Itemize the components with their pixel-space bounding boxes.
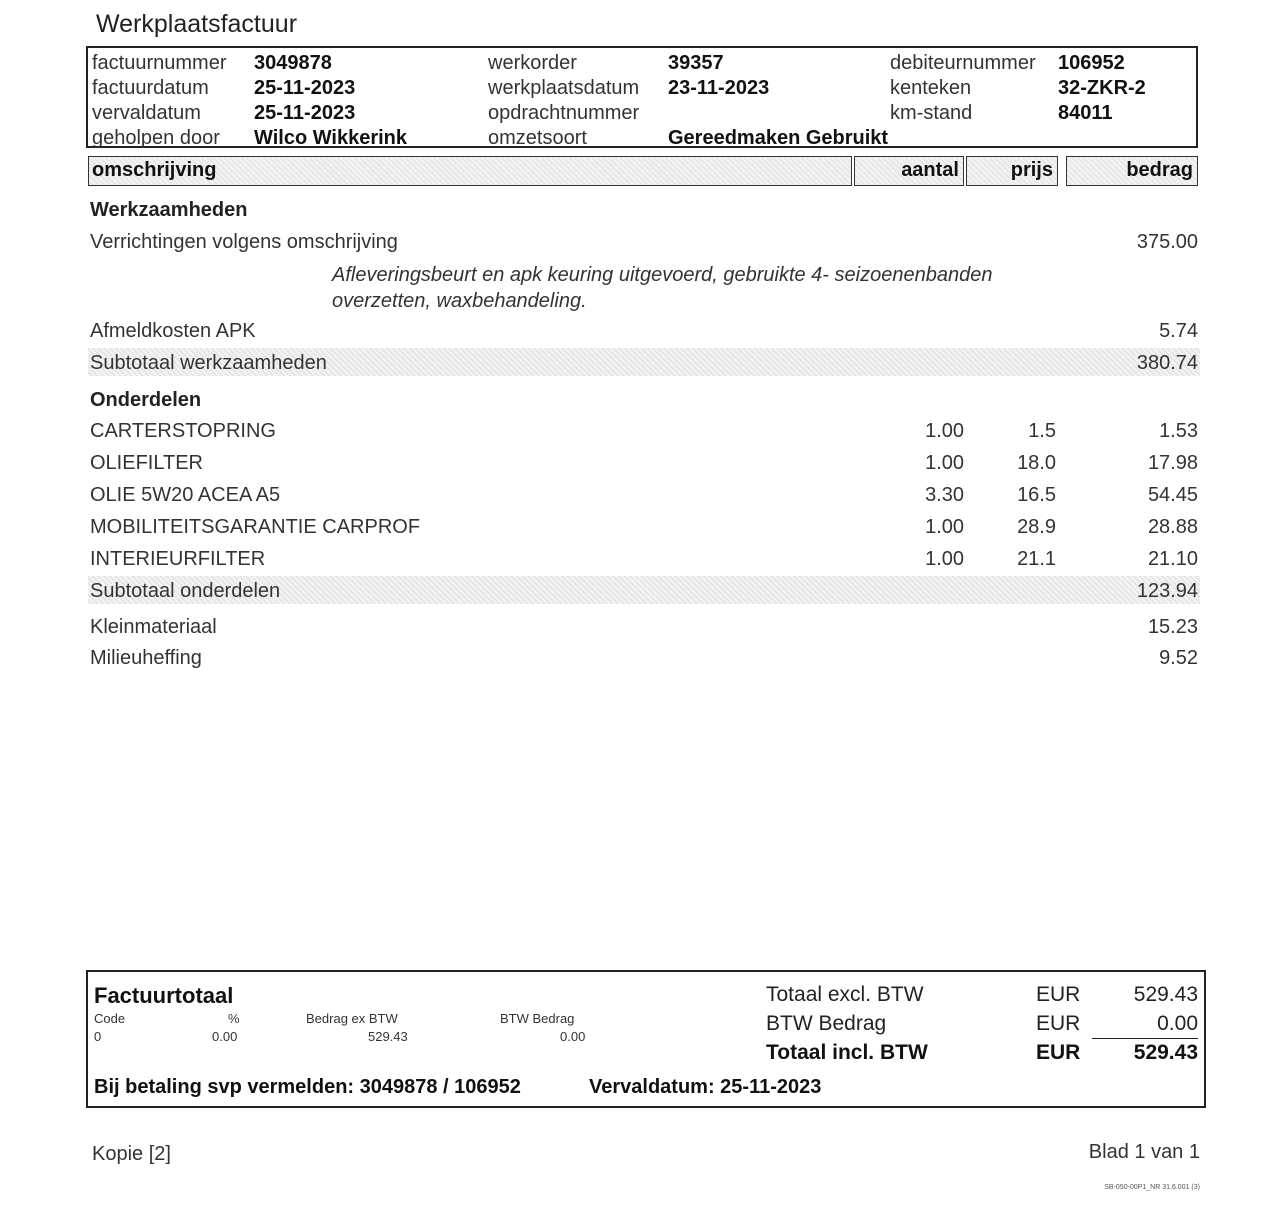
omzetsoort-value: Gereedmaken Gebruikt (668, 127, 889, 149)
werkorder-value: 39357 (668, 52, 724, 74)
onderdeel-aantal: 3.30 (925, 484, 964, 506)
subtotaal-onderdelen-bedrag: 123.94 (1136, 580, 1198, 602)
onderdeel-prijs: 16.5 (1017, 484, 1056, 506)
debiteurnummer-label: debiteurnummer (890, 52, 1036, 74)
btw-bedrag-col-label: BTW Bedrag (500, 1011, 575, 1026)
factuurdatum-label: factuurdatum (92, 77, 209, 99)
btw-code-label: Code (94, 1011, 126, 1026)
km-stand-label: km-stand (890, 102, 973, 124)
totaal-excl-currency: EUR (1036, 983, 1081, 1006)
column-label-aantal: aantal (901, 159, 959, 181)
btw-bedrag-currency: EUR (1036, 1012, 1081, 1035)
btw-code-value: 0 (94, 1029, 102, 1044)
btw-bedrag-value: 0.00 (560, 1029, 586, 1044)
kleinmateriaal-bedrag: 15.23 (1147, 616, 1198, 638)
onderdeel-aantal: 1.00 (925, 420, 964, 442)
onderdeel-bedrag: 21.10 (1147, 548, 1198, 570)
onderdeel-prijs: 21.1 (1017, 548, 1056, 570)
btw-ex-label: Bedrag ex BTW (306, 1011, 398, 1026)
btw-bedrag-total: 0.00 (1157, 1012, 1198, 1035)
milieuheffing-label: Milieuheffing (90, 647, 202, 669)
factuurtotaal-heading: Factuurtotaal (94, 983, 234, 1008)
onderdeel-prijs: 1.5 (1028, 420, 1056, 442)
column-header-aantal (854, 156, 964, 186)
onderdeel-naam: OLIEFILTER (90, 452, 203, 474)
btw-pct-label: % (228, 1011, 240, 1026)
form-code: SB-050-00P1_NR 31.6.001 (3) (1104, 1184, 1200, 1191)
column-label-prijs: prijs (1010, 159, 1053, 181)
omzetsoort-label: omzetsoort (488, 127, 587, 149)
onderdeel-bedrag: 28.88 (1147, 516, 1198, 538)
subtotaal-werkzaamheden-label: Subtotaal werkzaamheden (90, 352, 327, 374)
btw-ex-value: 529.43 (368, 1029, 408, 1044)
column-header-prijs (966, 156, 1058, 186)
btw-pct-value: 0.00 (212, 1029, 238, 1044)
factuurnummer-value: 3049878 (254, 52, 332, 74)
onderdeel-naam: OLIE 5W20 ACEA A5 (90, 484, 281, 506)
totaal-excl-bedrag: 529.43 (1133, 983, 1198, 1006)
onderdeel-prijs: 18.0 (1017, 452, 1056, 474)
totaal-excl-label: Totaal excl. BTW (766, 983, 924, 1006)
column-label-omschrijving: omschrijving (92, 159, 217, 181)
kenteken-value: 32-ZKR-2 (1058, 77, 1146, 99)
factuurnummer-label: factuurnummer (92, 52, 227, 74)
kenteken-label: kenteken (890, 77, 972, 99)
page-indicator: Blad 1 van 1 (1088, 1141, 1200, 1163)
werkplaatsdatum-label: werkplaatsdatum (488, 77, 640, 99)
kopie-label: Kopie [2] (92, 1143, 171, 1165)
werk-omschrijving-line-2: overzetten, waxbehandeling. (332, 290, 587, 312)
onderdeel-naam: MOBILITEITSGARANTIE CARPROF (90, 516, 421, 538)
btw-bedrag-label: BTW Bedrag (766, 1012, 887, 1035)
onderdeel-aantal: 1.00 (925, 516, 964, 538)
column-label-bedrag: bedrag (1126, 159, 1193, 181)
geholpen-door-value: Wilco Wikkerink (254, 127, 408, 149)
afmeldkosten-bedrag: 5.74 (1159, 320, 1198, 342)
geholpen-door-label: geholpen door (92, 127, 220, 149)
column-header-bedrag (1066, 156, 1198, 186)
afmeldkosten-label: Afmeldkosten APK (90, 320, 256, 342)
onderdeel-aantal: 1.00 (925, 452, 964, 474)
totaal-incl-currency: EUR (1036, 1041, 1081, 1064)
vervaldatum-label: vervaldatum (92, 102, 201, 124)
milieuheffing-bedrag: 9.52 (1159, 647, 1198, 669)
onderdeel-prijs: 28.9 (1017, 516, 1056, 538)
debiteurnummer-value: 106952 (1058, 52, 1125, 74)
onderdeel-bedrag: 1.53 (1159, 420, 1198, 442)
subtotaal-onderdelen-label: Subtotaal onderdelen (90, 580, 281, 602)
opdrachtnummer-label: opdrachtnummer (488, 102, 640, 124)
subtotaal-werkzaamheden-bedrag: 380.74 (1136, 352, 1198, 374)
werkzaamheden-heading: Werkzaamheden (90, 199, 248, 221)
werk-omschrijving-line-1: Afleveringsbeurt en apk keuring uitgevoerd, gebruikte 4- seizoenenbanden (332, 264, 993, 286)
verrichtingen-label: Verrichtingen volgens omschrijving (90, 231, 398, 253)
sum-line (1092, 1038, 1198, 1039)
totaal-incl-bedrag: 529.43 (1133, 1041, 1198, 1064)
factuurdatum-value: 25-11-2023 (254, 77, 356, 99)
km-stand-value: 84011 (1058, 102, 1113, 124)
betaling-referentie: Bij betaling svp vermelden: 3049878 / 106952 (94, 1076, 521, 1098)
onderdeel-naam: CARTERSTOPRING (90, 420, 276, 442)
vervaldatum-value: 25-11-2023 (254, 102, 356, 124)
onderdeel-bedrag: 17.98 (1147, 452, 1198, 474)
totaal-incl-label: Totaal incl. BTW (766, 1041, 928, 1064)
column-header-omschrijving (88, 156, 852, 186)
kleinmateriaal-label: Kleinmateriaal (90, 616, 217, 638)
onderdelen-heading: Onderdelen (90, 389, 202, 411)
onderdeel-aantal: 1.00 (925, 548, 964, 570)
onderdeel-naam: INTERIEURFILTER (90, 548, 266, 570)
onderdeel-bedrag: 54.45 (1147, 484, 1198, 506)
document-title: Werkplaatsfactuur (96, 10, 298, 38)
werkorder-label: werkorder (488, 52, 577, 74)
betaling-vervaldatum: Vervaldatum: 25-11-2023 (589, 1076, 822, 1098)
verrichtingen-bedrag: 375.00 (1136, 231, 1198, 253)
werkplaatsdatum-value: 23-11-2023 (668, 77, 770, 99)
